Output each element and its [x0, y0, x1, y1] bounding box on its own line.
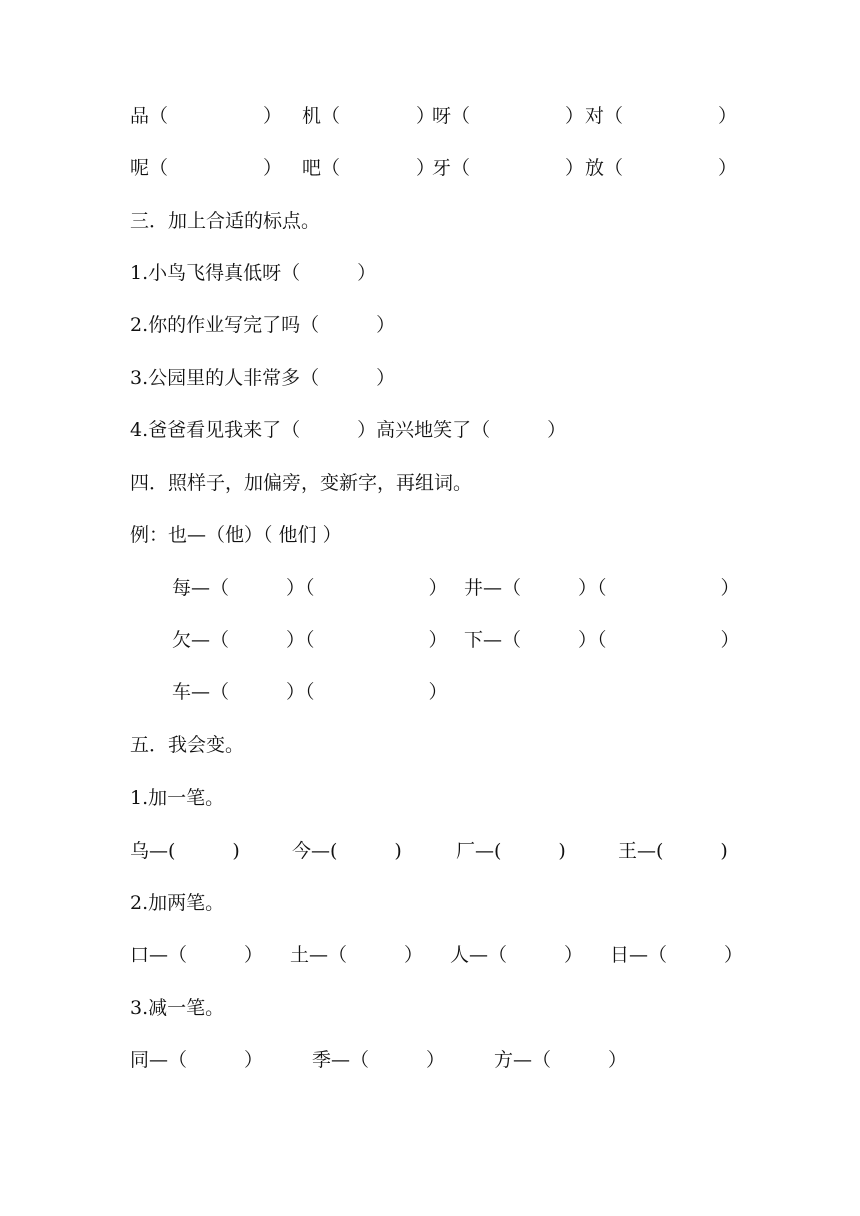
punctuation-item-4: 4.爸爸看见我来了（ ）高兴地笑了（ ） [130, 419, 567, 441]
stroke-item: 乌—( ) [130, 840, 240, 862]
radical-item: 井—（ ）（ ） [464, 577, 740, 599]
punctuation-item-1: 1.小鸟飞得真低呀（ ） [130, 262, 377, 284]
stroke-item: 方—（ ） [494, 1049, 628, 1071]
section-3-title: 三．加上合适的标点。 [130, 210, 321, 232]
stroke-item: 今—( ) [292, 840, 402, 862]
fill-item: 呀（ ） [432, 105, 585, 127]
radical-item: 每—（ ）（ ） [172, 577, 448, 599]
stroke-item: 同—（ ） [130, 1049, 264, 1071]
stroke-item: 日—（ ） [610, 944, 744, 966]
section-5-title: 五．我会变。 [130, 734, 245, 756]
stroke-item: 口—（ ） [130, 944, 264, 966]
stroke-item: 季—（ ） [312, 1049, 446, 1071]
radical-item: 欠—（ ）（ ） [172, 629, 448, 651]
punctuation-item-3: 3.公园里的人非常多（ ） [130, 367, 396, 389]
part-2-title: 2.加两笔。 [130, 892, 225, 914]
fill-item: 吧（ ） [302, 157, 436, 179]
radical-example: 例：也—（他）（ 他们 ） [130, 524, 342, 546]
radical-item: 下—（ ）（ ） [464, 629, 740, 651]
punctuation-item-2: 2.你的作业写完了吗（ ） [130, 314, 396, 336]
radical-item: 车—（ ）（ ） [172, 681, 448, 703]
part-1-title: 1.加一笔。 [130, 787, 225, 809]
fill-item: 呢（ ） [130, 157, 283, 179]
fill-item: 品（ ） [130, 105, 283, 127]
part-3-title: 3.减一笔。 [130, 997, 225, 1019]
stroke-item: 人—（ ） [450, 944, 584, 966]
stroke-item: 土—（ ） [290, 944, 424, 966]
stroke-item: 厂—( ) [456, 840, 566, 862]
fill-item: 放（ ） [585, 157, 738, 179]
fill-item: 牙（ ） [432, 157, 585, 179]
fill-item: 对（ ） [585, 105, 738, 127]
fill-item: 机（ ） [302, 105, 436, 127]
stroke-item: 王—( ) [618, 840, 728, 862]
section-4-title: 四．照样子，加偏旁，变新字，再组词。 [130, 472, 473, 494]
